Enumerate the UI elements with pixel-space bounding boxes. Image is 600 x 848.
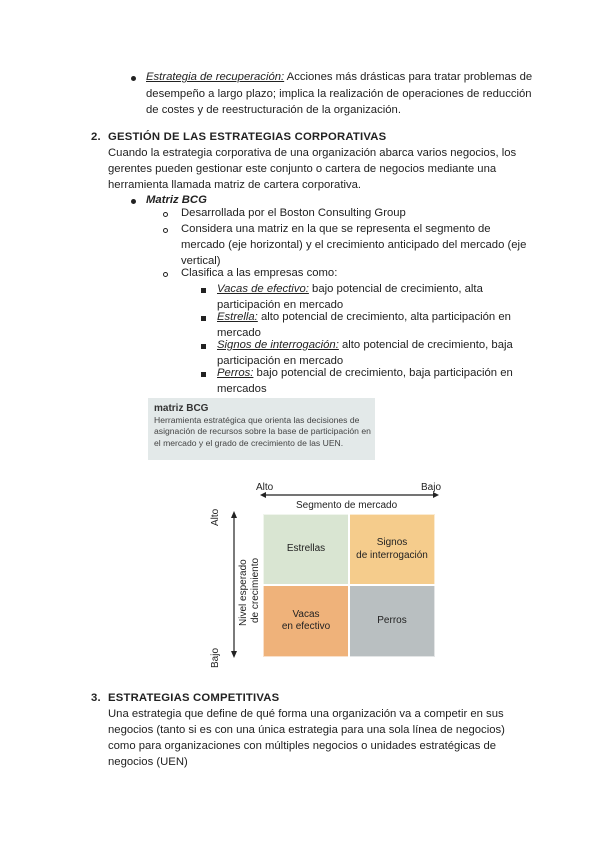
cell-dogs: Perros [349, 585, 435, 657]
section-2-paragraph-line-2: gerentes pueden gestionar este conjunto o cartera de negocios mediante una [108, 163, 497, 175]
y-axis-title-line-1: Nivel esperado [238, 559, 249, 626]
recovery-strategy-line-2: desempeño a largo plazo; implica la realización de operaciones de reducción [146, 88, 532, 100]
section-2-paragraph-line-3: herramienta llamada matriz de cartera corporativa. [108, 179, 362, 191]
bullet-dot-icon [131, 76, 136, 81]
x-arrow-left-icon [260, 492, 266, 498]
recovery-strategy-term: Estrategia de recuperación: [146, 71, 285, 83]
matrix-divider-horizontal [263, 584, 435, 586]
x-axis-title: Segmento de mercado [296, 500, 398, 511]
y-arrow-down-icon [231, 651, 237, 658]
sub-item-1: Desarrollada por el Boston Consulting Group [181, 207, 406, 219]
section-3-paragraph-line-1: Una estrategia que define de qué forma una organización va a competir en sus [108, 708, 504, 720]
x-arrow-right-icon [433, 492, 439, 498]
y-axis-high-label: Alto [210, 508, 221, 526]
cell-question-marks: Signos de interrogación [349, 514, 435, 585]
section-2-paragraph-line-1: Cuando la estrategia corporativa de una organización abarca varios negocios, los [108, 147, 517, 159]
section-3-paragraph-line-4: negocios (UEN) [108, 756, 188, 768]
y-axis-title-line-2: de crecimiento [250, 557, 261, 623]
bullet-square-icon [201, 316, 206, 321]
type-question-line-2: participación en mercado [217, 355, 344, 367]
section-2-number: 2. [91, 131, 101, 143]
matrix-bcg-title: Matriz BCG [146, 194, 207, 206]
sub-item-2-line-1: Considera una matriz en la que se representa el segmento de [181, 223, 491, 235]
type-star-line-1: Estrella: alto potencial de crecimiento, alta participación en [217, 311, 511, 323]
y-axis-low-label: Bajo [210, 647, 221, 668]
sub-item-2-line-2: mercado (eje horizontal) y el crecimiento anticipado del mercado (eje [181, 239, 527, 251]
section-2-heading: GESTIÓN DE LAS ESTRATEGIAS CORPORATIVAS [108, 131, 387, 143]
section-3-number: 3. [91, 692, 101, 704]
bullet-circle-icon [163, 212, 168, 217]
bcg-figure [148, 398, 448, 670]
bullet-circle-icon [163, 272, 168, 277]
x-axis-high-label: Alto [256, 482, 274, 493]
bullet-dot-icon [131, 199, 136, 204]
recovery-strategy-line-1: Estrategia de recuperación: Acciones más drásticas para tratar problemas de [146, 71, 533, 83]
recovery-strategy-line-3: de costes y de reestructuración de la organización. [146, 104, 401, 116]
bullet-square-icon [201, 288, 206, 293]
type-question-line-1: Signos de interrogación: alto potencial de crecimiento, baja [217, 339, 513, 351]
type-cows-line-2: participación en mercado [217, 299, 344, 311]
type-dogs-line-1: Perros: bajo potencial de crecimiento, baja participación en [217, 367, 513, 379]
cell-stars: Estrellas [263, 514, 349, 585]
cell-cash-cows: Vacas en efectivo [263, 585, 349, 657]
type-cows-line-1: Vacas de efectivo: bajo potencial de crecimiento, alta [217, 283, 483, 295]
bullet-square-icon [201, 372, 206, 377]
definition-text: Herramienta estratégica que orienta las decisiones de asignación de recursos sobre la base de participación en el mercado y el grado de crecimiento de las UEN. [154, 415, 371, 448]
definition-title: matriz BCG [154, 403, 209, 414]
sub-item-2-line-3: vertical) [181, 255, 221, 267]
sub-item-3: Clasifica a las empresas como: [181, 267, 338, 279]
bullet-circle-icon [163, 228, 168, 233]
section-3-heading: ESTRATEGIAS COMPETITIVAS [108, 692, 280, 704]
bullet-square-icon [201, 344, 206, 349]
x-axis-low-label: Bajo [421, 482, 442, 493]
type-dogs-line-2: mercados [217, 383, 267, 395]
type-star-line-2: mercado [217, 327, 261, 339]
section-3-paragraph-line-3: como para organizaciones con múltiples negocios o unidades estratégicas de [108, 740, 497, 752]
section-3-paragraph-line-2: negocios (tanto si es con una única estrategia para una sola línea de negocios) [108, 724, 505, 736]
y-arrow-up-icon [231, 511, 237, 518]
